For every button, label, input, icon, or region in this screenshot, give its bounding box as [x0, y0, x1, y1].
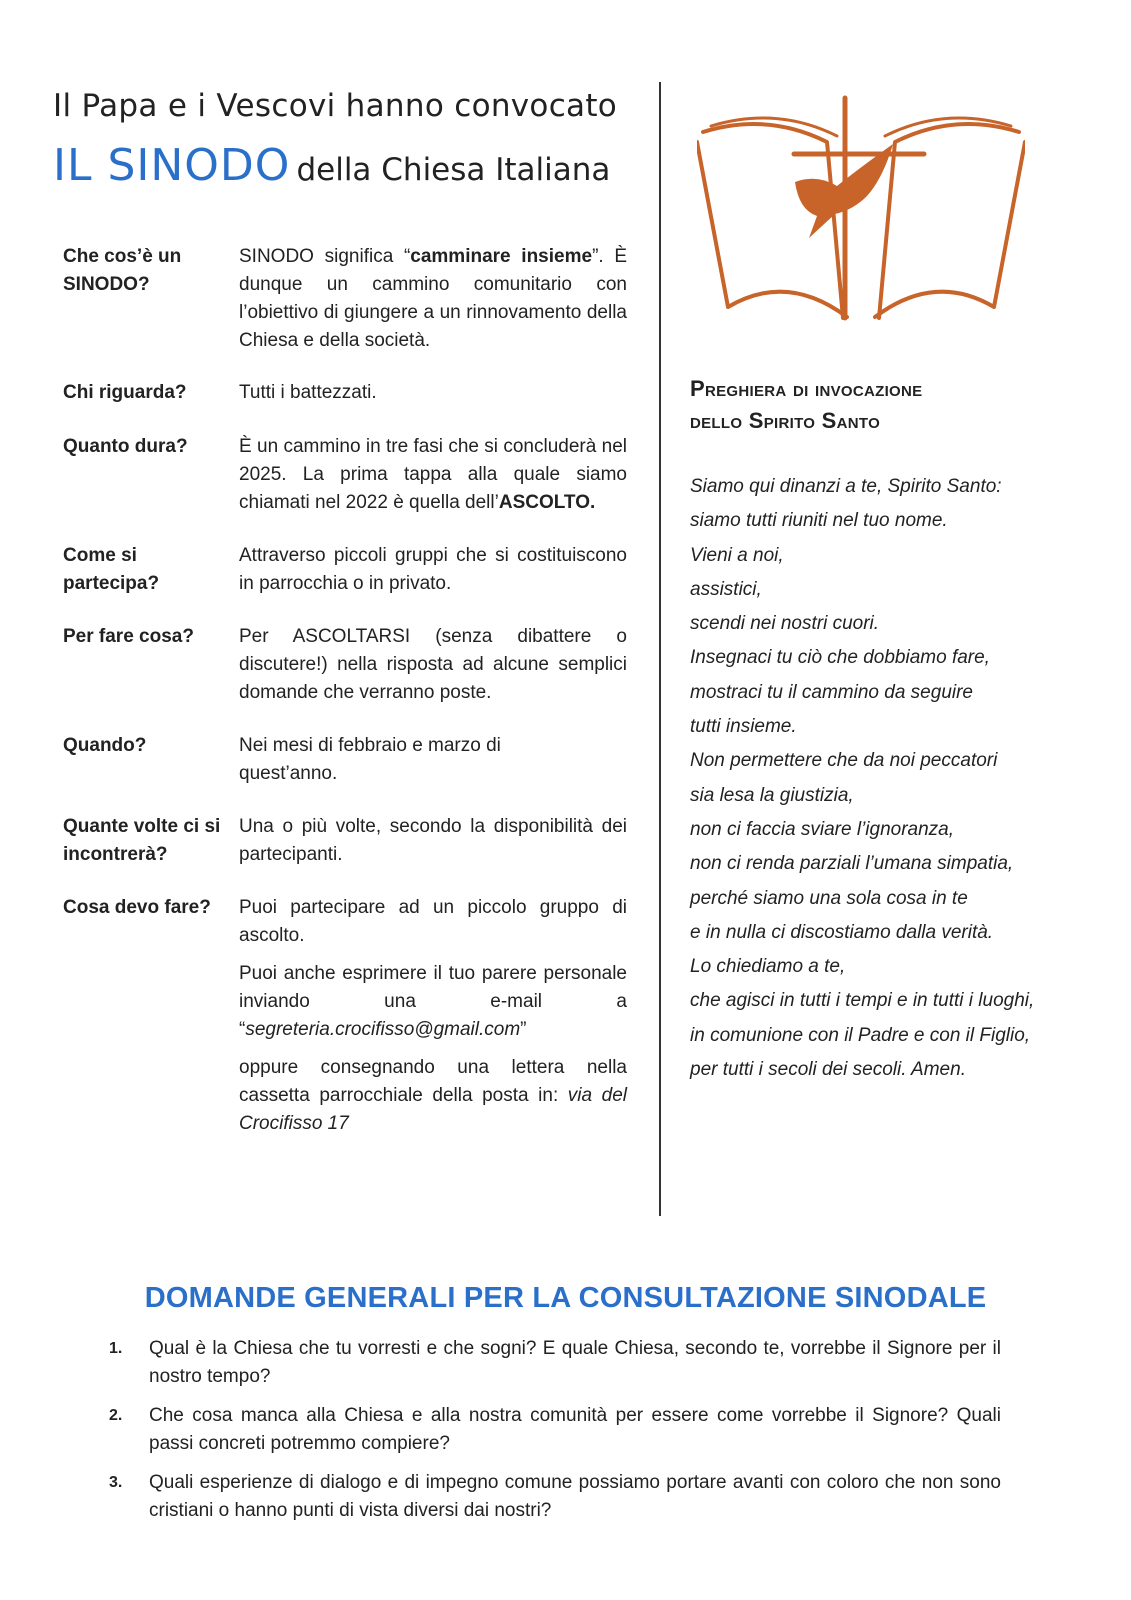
prayer-line: Insegnaci tu ciò che dobbiamo fare,: [690, 647, 990, 669]
question-text: Qual è la Chiesa che tu vorresti e che sogni? E quale Chiesa, secondo te, vorrebbe il Signore per il nostro tempo?: [149, 1338, 1001, 1387]
prayer-line: scendi nei nostri cuori.: [690, 613, 880, 635]
faq-question: Quando?: [63, 735, 147, 756]
question-text: Quali esperienze di dialogo e di impegno comune possiamo portare avanti con coloro che non sono cristiani o hanno punti di vista diversi dai nostri?: [149, 1472, 1001, 1521]
faq-question: Come si partecipa?: [63, 545, 160, 594]
prayer-line: tutti insieme.: [690, 716, 797, 738]
question-item: [105, 1469, 1001, 1525]
faq-answer: SINODO significa “camminare insieme”. È dunque un cammino comunitario con l’obiettivo di giungere a un rinnovamento della Chiesa e della società.: [239, 246, 628, 351]
header-line2: [53, 140, 610, 191]
faq-answer: Attraverso piccoli gruppi che si costituiscono in parrocchia o in privato.: [239, 545, 627, 594]
prayer-line: non ci renda parziali l’umana simpatia,: [690, 853, 1014, 875]
synod-logo: [697, 92, 1025, 332]
faq-question: Che cos’è un SINODO?: [63, 246, 182, 295]
faq-answer: Per ASCOLTARSI (senza dibattere o discutere!) nella risposta ad alcune semplici domande che verranno poste.: [239, 626, 627, 703]
prayer-line: Siamo qui dinanzi a te, Spirito Santo:: [690, 476, 1002, 497]
parish-address: via del Crocifisso 17: [239, 1085, 628, 1134]
prayer-line: e in nulla ci discostiamo dalla verità.: [690, 921, 994, 943]
prayer-line: per tutti i secoli dei secoli. Amen.: [690, 1059, 966, 1081]
question-text: Che cosa manca alla Chiesa e alla nostra comunità per essere come vorrebbe il Signore? Quali passi concreti potremmo compiere?: [149, 1405, 1001, 1454]
prayer-line: Vieni a noi,: [690, 544, 784, 566]
faq-answer: Nei mesi di febbraio e marzo di quest’anno.: [239, 735, 501, 784]
faq-answer: Puoi partecipare ad un piccolo gruppo di ascolto. Puoi anche esprimere il tuo parere personale inviando una e-mail a “segreteria.crocifisso@gmail.com” oppure consegnando una lettera nella cassetta parrocchiale della posta in: via del Crocifisso 17: [239, 897, 628, 1134]
faq-answer: Tutti i battezzati.: [239, 382, 377, 403]
header-sinodo: IL SINODO: [53, 140, 291, 191]
faq-question: Cosa devo fare?: [63, 897, 211, 918]
prayer-line: mostraci tu il cammino da seguire: [690, 681, 973, 703]
header-line1: Il Papa e i Vescovi hanno convocato: [53, 88, 618, 124]
faq-section: [63, 243, 627, 1143]
question-item: [105, 1335, 1001, 1391]
prayer-line: siamo tutti riuniti nel tuo nome.: [690, 510, 948, 532]
prayer-title: Preghiera di invocazione dello Spirito Santo: [690, 376, 923, 433]
prayer-line: Lo chiediamo a te,: [690, 956, 846, 978]
prayer-text: [690, 470, 1110, 1087]
faq-answer: Una o più volte, secondo la disponibilità dei partecipanti.: [239, 816, 627, 865]
question-number: 3.: [109, 1474, 123, 1491]
prayer-line: non ci faccia sviare l’ignoranza,: [690, 818, 955, 840]
question-item: [105, 1402, 1001, 1458]
question-number: 1.: [109, 1340, 123, 1357]
contact-email[interactable]: segreteria.crocifisso@gmail.com: [245, 1019, 521, 1040]
faq-question: Quanto dura?: [63, 436, 188, 457]
questions-list: [105, 1335, 1001, 1536]
prayer-line: assistici,: [690, 578, 762, 600]
faq-question: Quante volte ci si incontrerà?: [63, 816, 221, 865]
prayer-line: sia lesa la giustizia,: [690, 784, 854, 806]
faq-answer: È un cammino in tre fasi che si concluderà nel 2025. La prima tappa alla quale siamo chiamati nel 2022 è quella dell’ASCOLTO.: [239, 436, 627, 513]
prayer-line: in comunione con il Padre e con il Figlio,: [690, 1024, 1031, 1046]
faq-question: Chi riguarda?: [63, 382, 187, 403]
prayer-line: che agisci in tutti i tempi e in tutti i luoghi,: [690, 990, 1035, 1012]
questions-title: DOMANDE GENERALI PER LA CONSULTAZIONE SINODALE: [144, 1282, 987, 1314]
header-rest: della Chiesa Italiana: [296, 152, 611, 188]
column-divider: [659, 82, 661, 1216]
prayer-line: perché siamo una sola cosa in te: [690, 887, 968, 909]
open-book-icon: [697, 142, 847, 317]
question-number: 2.: [109, 1407, 123, 1424]
faq-question: Per fare cosa?: [63, 626, 194, 647]
prayer-line: Non permettere che da noi peccatori: [690, 750, 998, 772]
